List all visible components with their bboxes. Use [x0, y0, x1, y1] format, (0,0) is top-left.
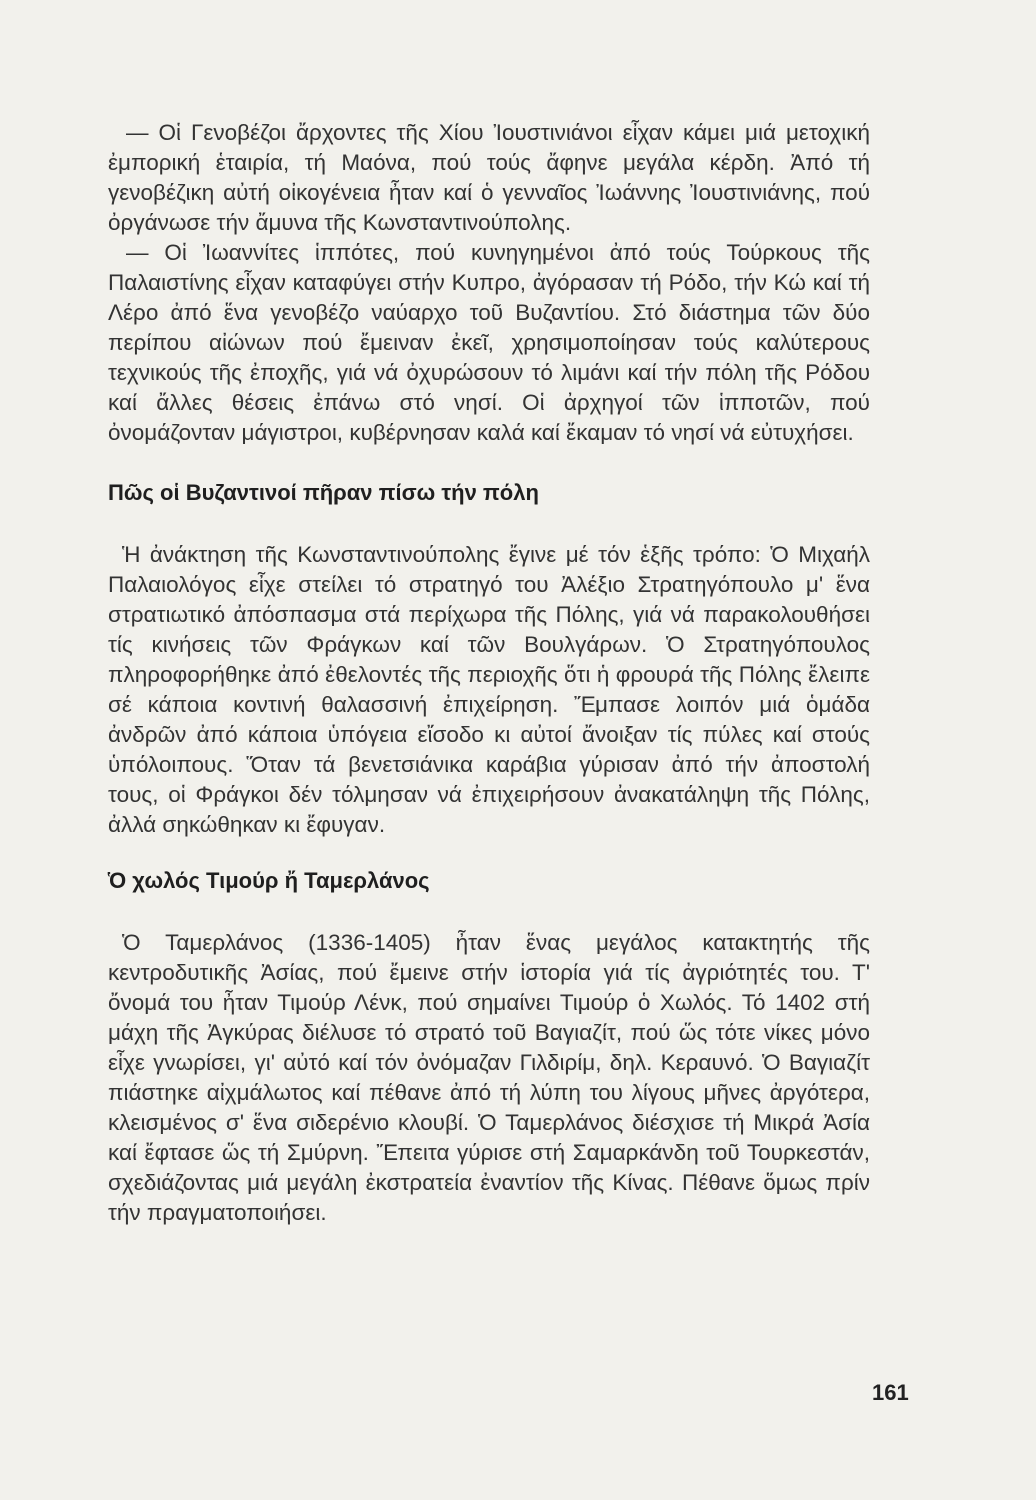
paragraph-recapture: Ἡ ἀνάκτηση τῆς Κωνσταντινούπολης ἔγινε μέ τόν ἑξῆς τρόπο: Ὁ Μιχαήλ Παλαιολόγος εἶχε στείλει τό στρατηγό του Ἀλέξιο Στρατηγόπουλο μ' ἕνα στρατιωτικό ἀπόσπασμα στά περίχωρα τῆς Πόλης, γιά νά παρακολουθήσει τίς κινήσεις τῶν Φράγκων καί τῶν Βουλγάρων. Ὁ Στρατηγόπουλος πληροφορήθηκε ἀπό ἐθελοντές τῆς περιοχῆς ὅτι ἡ φρουρά τῆς Πόλης ἔλειπε σέ κάποια κοντινή θαλασσινή ἐπιχείρηση. Ἔμπασε λοιπόν μιά ὁμάδα ἀνδρῶν ἀπό κάποια ὑπόγεια εἴσοδο κι αὐτοί ἄνοιξαν τίς πύλες καί στούς ὑπόλοιπους. Ὅταν τά βενετσιάνικα καράβια γύρισαν ἀπό τήν ἀποστολή τους, οἱ Φράγκοι δέν τόλμησαν νά ἐπιχειρήσουν ἀνακατάληψη τῆς Πόλης, ἀλλά σηκώθηκαν κι ἔφυγαν. [108, 542, 870, 837]
page-number: 161 [872, 1380, 909, 1405]
heading-tamerlane: Ὁ χωλός Τιμούρ ἤ Ταμερλάνος [108, 868, 430, 893]
paragraph-knights: — Οἱ Ἰωαννίτες ἱππότες, πού κυνηγημένοι ἀπό τούς Τούρκους τῆς Παλαιστίνης εἶχαν καταφύγει στήν Κυπρο, ἀγόρασαν τή Ρόδο, τήν Κώ καί τή Λέρο ἀπό ἕνα γενοβέζο ναύαρχο τοῦ Βυζαντίου. Στό διάστημα τῶν δύο περίπου αἰώνων πού ἔμειναν ἐκεῖ, χρησιμοποίησαν τούς καλύτερους τεχνικούς τῆς ἐποχῆς, γιά νά ὀχυρώσουν τό λιμάνι καί τήν πόλη τῆς Ρόδου καί ἄλλες θέσεις ἐπάνω στό νησί. Οἱ ἀρχηγοί τῶν ἱπποτῶν, πού ὀνομάζονταν μάγιστροι, κυβέρνησαν καλά καί ἔκαμαν τό νησί νά εὐτυχήσει. [108, 240, 870, 445]
paragraph-genoese: — Οἱ Γενοβέζοι ἄρχοντες τῆς Χίου Ἰουστινιάνοι εἶχαν κάμει μιά μετοχική ἐμπορική ἑταιρία, τή Μαόνα, πού τούς ἄφηνε μεγάλα κέρδη. Ἀπό τή γενοβέζικη αὐτή οἰκογένεια ἦταν καί ὁ γενναῖος Ἰωάννης Ἰουστινιάνης, πού ὀργάνωσε τήν ἄμυνα τῆς Κωνσταντινούπολης. [108, 120, 870, 235]
heading-recapture: Πῶς οἱ Βυζαντινοί πῆραν πίσω τήν πόλη [108, 480, 539, 505]
page-content [108, 118, 870, 1458]
paragraph-tamerlane: Ὁ Ταμερλάνος (1336-1405) ἦταν ἕνας μεγάλος κατακτητής τῆς κεντροδυτικῆς Ἀσίας, πού ἔμεινε στήν ἱστορία γιά τίς ἀγριότητές του. Τ' ὄνομά του ἦταν Τιμούρ Λένκ, πού σημαίνει Τιμούρ ὁ Χωλός. Τό 1402 στή μάχη τῆς Ἀγκύρας διέλυσε τό στρατό τοῦ Βαγιαζίτ, πού ὥς τότε νίκες μόνο εἶχε γνωρίσει, γι' αὐτό καί τόν ὀνόμαζαν Γιλδιρίμ, δηλ. Κεραυνό. Ὁ Βαγιαζίτ πιάστηκε αἰχμάλωτος καί πέθανε ἀπό τή λύπη του λίγους μῆνες ἀργότερα, κλεισμένος σ' ἕνα σιδερένιο κλουβί. Ὁ Ταμερλάνος διέσχισε τή Μικρά Ἀσία καί ἔφτασε ὥς τή Σμύρνη. Ἔπειτα γύρισε στή Σαμαρκάνδη τοῦ Τουρκεστάν, σχεδιάζοντας μιά μεγάλη ἐκστρατεία ἐναντίον τῆς Κίνας. Πέθανε ὅμως πρίν τήν πραγματοποιήσει. [108, 930, 870, 1225]
